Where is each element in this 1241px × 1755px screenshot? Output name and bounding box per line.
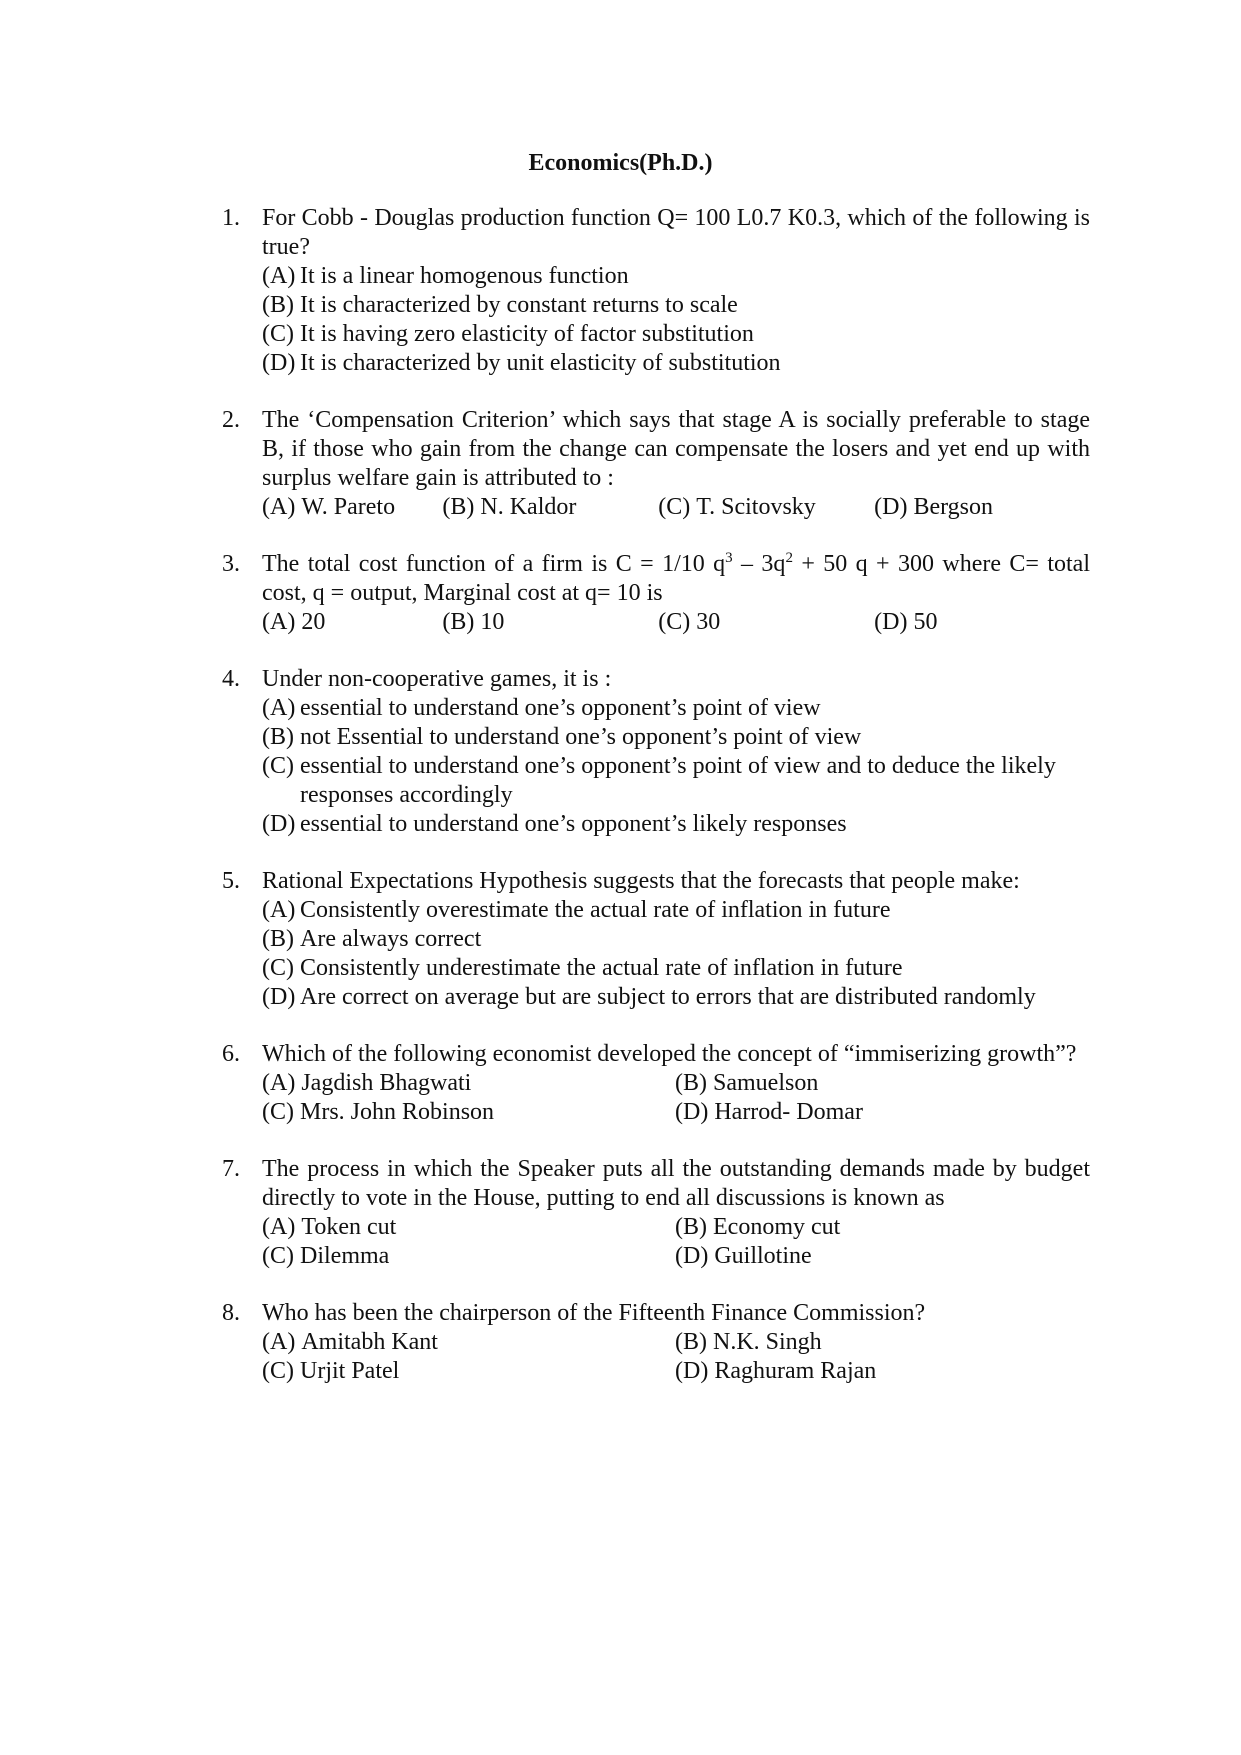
option-text: 30 [696, 609, 721, 635]
option-a [262, 896, 1090, 925]
question-7 [222, 1155, 1090, 1271]
option-label: (C) [658, 609, 691, 635]
question-text: For Cobb - Douglas production function Q= 100 L0.7 K0.3, which of the following is true? [262, 205, 1090, 260]
option-text: N.K. Singh [713, 1329, 822, 1355]
question-text: Which of the following economist developed the concept of “immiserizing growth”? [262, 1041, 1077, 1067]
option-d [874, 608, 1090, 637]
option-a [262, 493, 442, 522]
option-text: essential to understand one’s opponent’s point of view and to deduce the likely responses accordingly [300, 753, 1056, 808]
option-c [262, 1242, 675, 1271]
option-text: essential to understand one’s opponent’s point of view [300, 695, 821, 721]
options-row [262, 1242, 1090, 1271]
options-row [262, 493, 1090, 522]
option-label: (B) [442, 609, 475, 635]
option-label: (C) [262, 955, 294, 981]
option-a [262, 608, 442, 637]
option-label: (B) [675, 1214, 707, 1240]
option-b [262, 723, 1090, 752]
options-row [262, 1098, 1090, 1127]
option-label: (D) [262, 984, 296, 1010]
option-label: (A) [262, 897, 296, 923]
question-number: 6. [222, 1041, 240, 1067]
option-text: Raghuram Rajan [714, 1358, 877, 1384]
option-label: (D) [874, 609, 908, 635]
option-label: (C) [658, 494, 691, 520]
option-label: (D) [675, 1099, 709, 1125]
option-text: Bergson [913, 494, 994, 520]
option-c [262, 320, 1090, 349]
question-number: 4. [222, 666, 240, 692]
question-3 [222, 550, 1090, 637]
question-4 [222, 665, 1090, 839]
option-c [658, 493, 874, 522]
question-number: 8. [222, 1300, 240, 1326]
option-label: (C) [262, 1358, 294, 1384]
question-text [262, 550, 1090, 608]
question-number: 2. [222, 407, 240, 433]
option-text: 20 [301, 609, 326, 635]
option-label: (D) [262, 350, 296, 376]
option-text: Are correct on average but are subject to errors that are distributed randomly [300, 984, 1036, 1010]
options-row [262, 1328, 1090, 1357]
option-label: (B) [442, 494, 475, 520]
question-text: The process in which the Speaker puts all the outstanding demands made by budget directly to vote in the House, putting to end all discussions is known as [262, 1156, 1090, 1211]
options-row [262, 1069, 1090, 1098]
page-title: Economics(Ph.D.) [528, 150, 713, 176]
option-text: Token cut [301, 1214, 397, 1240]
option-label: (D) [675, 1358, 709, 1384]
option-label: (B) [262, 724, 294, 750]
option-c [262, 1357, 675, 1386]
option-label: (A) [262, 1329, 296, 1355]
option-d [675, 1098, 1088, 1127]
option-label: (B) [675, 1329, 707, 1355]
options-row [262, 1357, 1090, 1386]
option-b [442, 493, 658, 522]
option-d [262, 810, 1090, 839]
option-label: (C) [262, 1099, 294, 1125]
question-number: 3. [222, 551, 240, 577]
option-text: Consistently underestimate the actual rate of inflation in future [300, 955, 903, 981]
option-text: 10 [480, 609, 505, 635]
option-label: (C) [262, 1243, 294, 1269]
question-text: Rational Expectations Hypothesis suggests that the forecasts that people make: [262, 868, 1020, 894]
option-label: (C) [262, 321, 294, 347]
option-b [675, 1069, 1088, 1098]
option-text: essential to understand one’s opponent’s likely responses [300, 811, 847, 837]
option-text: It is characterized by unit elasticity of substitution [300, 350, 781, 376]
option-label: (A) [262, 695, 296, 721]
option-b [262, 925, 1090, 954]
option-text: Consistently overestimate the actual rate of inflation in future [300, 897, 891, 923]
question-text: The ‘Compensation Criterion’ which says that stage A is socially preferable to stage B, if those who gain from the change can compensate the losers and yet end up with surplus welfare gain is attributed to : [262, 407, 1090, 491]
option-text: Jagdish Bhagwati [301, 1070, 472, 1096]
option-a [262, 1069, 675, 1098]
option-label: (D) [262, 811, 296, 837]
option-text: T. Scitovsky [696, 494, 816, 520]
option-b [675, 1213, 1088, 1242]
option-a [262, 694, 1090, 723]
question-text-part: + 50 q + 300 where C= total cost, q = output, Marginal cost at q= 10 is [262, 551, 1090, 606]
option-d [675, 1242, 1088, 1271]
question-text: Under non-cooperative games, it is : [262, 666, 612, 692]
option-c [262, 752, 1090, 810]
option-text: Urjit Patel [300, 1358, 400, 1384]
question-number: 1. [222, 205, 240, 231]
superscript: 3 [725, 550, 733, 566]
option-b [262, 291, 1090, 320]
option-label: (A) [262, 263, 296, 289]
option-text: It is characterized by constant returns to scale [300, 292, 738, 318]
question-list [222, 204, 1090, 1414]
option-a [262, 262, 1090, 291]
option-label: (B) [262, 292, 294, 318]
option-c [658, 608, 874, 637]
option-label: (B) [262, 926, 294, 952]
option-text: Are always correct [300, 926, 482, 952]
question-1 [222, 204, 1090, 378]
options-row [262, 608, 1090, 637]
option-label: (B) [675, 1070, 707, 1096]
option-text: Mrs. John Robinson [300, 1099, 495, 1125]
option-text: Dilemma [300, 1243, 390, 1269]
question-number: 7. [222, 1156, 240, 1182]
question-5 [222, 867, 1090, 1012]
option-text: Economy cut [713, 1214, 841, 1240]
question-number: 5. [222, 868, 240, 894]
question-8 [222, 1299, 1090, 1386]
question-text: Who has been the chairperson of the Fifteenth Finance Commission? [262, 1300, 926, 1326]
question-2 [222, 406, 1090, 522]
option-text: Guillotine [714, 1243, 812, 1269]
option-d [675, 1357, 1088, 1386]
option-text: W. Pareto [301, 494, 396, 520]
question-text-part: – 3q [732, 551, 786, 577]
option-d [262, 983, 1090, 1012]
option-c [262, 954, 1090, 983]
option-label: (D) [675, 1243, 709, 1269]
option-text: 50 [913, 609, 938, 635]
option-text: It is a linear homogenous function [300, 263, 629, 289]
option-label: (A) [262, 1070, 296, 1096]
question-text-part: The total cost function of a firm is C = 1/10 q [262, 551, 726, 577]
question-6 [222, 1040, 1090, 1127]
option-b [675, 1328, 1088, 1357]
option-label: (A) [262, 494, 296, 520]
option-a [262, 1213, 675, 1242]
option-d [874, 493, 1090, 522]
option-label: (A) [262, 609, 296, 635]
option-label: (C) [262, 753, 294, 779]
option-b [442, 608, 658, 637]
option-label: (A) [262, 1214, 296, 1240]
superscript: 2 [785, 550, 793, 566]
option-c [262, 1098, 675, 1127]
option-a [262, 1328, 675, 1357]
option-text: Amitabh Kant [301, 1329, 438, 1355]
option-d [262, 349, 1090, 378]
options-row [262, 1213, 1090, 1242]
option-text: Samuelson [713, 1070, 819, 1096]
option-label: (D) [874, 494, 908, 520]
option-text: not Essential to understand one’s opponent’s point of view [300, 724, 862, 750]
option-text: Harrod- Domar [714, 1099, 863, 1125]
option-text: N. Kaldor [480, 494, 577, 520]
option-text: It is having zero elasticity of factor substitution [300, 321, 754, 347]
